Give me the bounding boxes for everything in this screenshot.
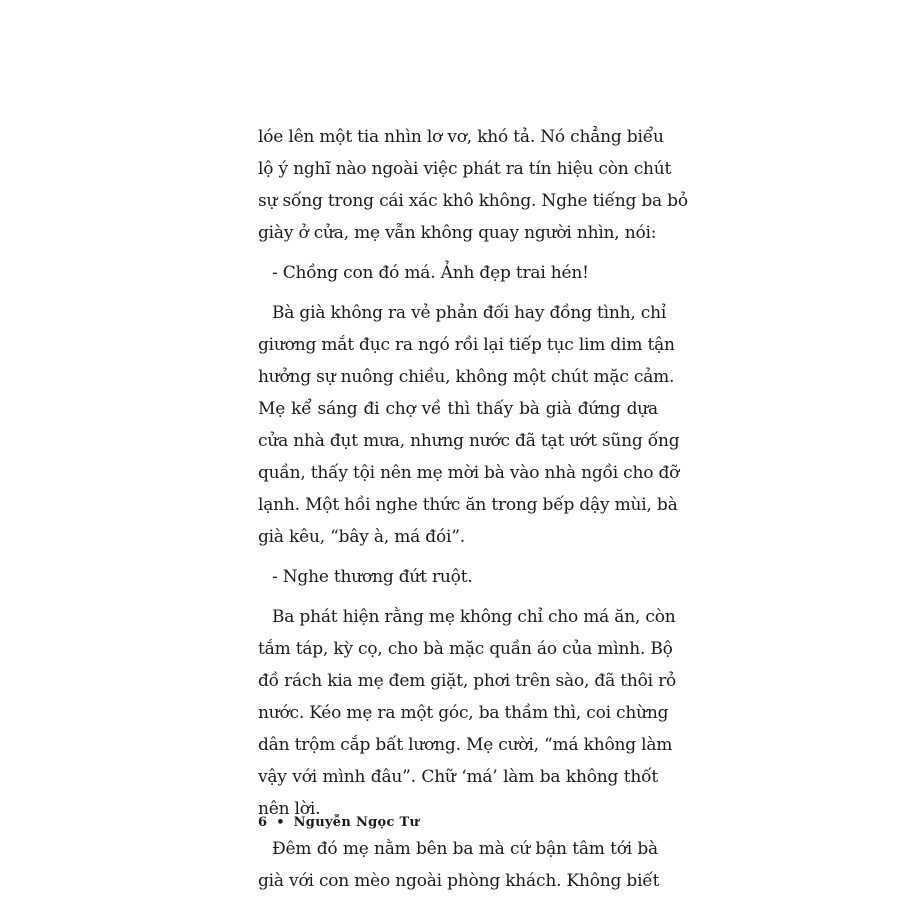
text-line: hưởng sự nuông chiều, không một chút mặc cảm. [258, 367, 675, 387]
paragraph [258, 257, 658, 289]
text-line: đồ rách kia mẹ đem giặt, phơi trên sào, đã thôi rỏ [258, 671, 677, 691]
text-line: - Nghe thương đứt ruột. [272, 567, 473, 587]
text-line: Bà già không ra vẻ phản đối hay đồng tình, chỉ [272, 303, 667, 323]
text-line: lóe lên một tia nhìn lơ vơ, khó tả. Nó chẳng biểu [258, 127, 664, 147]
text-line: Mẹ kể sáng đi chợ về thì thấy bà già đứng dựa [258, 399, 658, 419]
text-line: sự sống trong cái xác khô không. Nghe tiếng ba bỏ [258, 191, 688, 211]
paragraph-gap [258, 249, 658, 257]
text-line: giương mắt đục ra ngó rồi lại tiếp tục lim dim tận [258, 335, 675, 355]
text-line: lộ ý nghĩ nào ngoài việc phát ra tín hiệu còn chút [258, 159, 672, 179]
paragraph [258, 121, 688, 249]
text-line: Đêm đó mẹ nằm bên ba mà cứ bận tâm tới bà [272, 839, 658, 859]
paragraph-gap [258, 593, 658, 601]
text-line: dân trộm cắp bất lương. Mẹ cười, “má không làm [258, 735, 673, 755]
text-line: già với con mèo ngoài phòng khách. Không biết [258, 871, 660, 891]
paragraph-gap [258, 553, 658, 561]
text-line: giày ở cửa, mẹ vẫn không quay người nhìn, nói: [258, 223, 657, 243]
body-text [258, 121, 688, 897]
text-line: nước. Kéo mẹ ra một góc, ba thầm thì, coi chừng [258, 703, 669, 723]
paragraph-gap [258, 289, 658, 297]
paragraph [258, 561, 658, 593]
text-line: cửa nhà đụt mưa, nhưng nước đã tạt ướt sũng ống [258, 431, 680, 451]
text-line: nên lời. [258, 799, 321, 819]
author-name: Nguyễn Ngọc Tư [293, 815, 420, 830]
page-number: 6 [258, 815, 268, 830]
text-line: tắm táp, kỳ cọ, cho bà mặc quần áo của mình. Bộ [258, 639, 673, 659]
text-line: Ba phát hiện rằng mẹ không chỉ cho má ăn, còn [272, 607, 676, 627]
text-line: vậy với mình đâu”. Chữ ‘má’ làm ba không thốt [258, 767, 658, 787]
paragraph [258, 833, 658, 897]
text-line: già kêu, “bây à, má đói”. [258, 527, 465, 547]
text-line: lạnh. Một hồi nghe thức ăn trong bếp dậy mùi, bà [258, 495, 678, 515]
text-line: quần, thấy tội nên mẹ mời bà vào nhà ngồi cho đỡ [258, 463, 680, 483]
footer-separator: • [276, 815, 285, 830]
paragraph [258, 601, 677, 825]
page-footer [258, 815, 423, 830]
text-line: - Chồng con đó má. Ảnh đẹp trai hén! [272, 263, 589, 283]
paragraph [258, 297, 680, 553]
